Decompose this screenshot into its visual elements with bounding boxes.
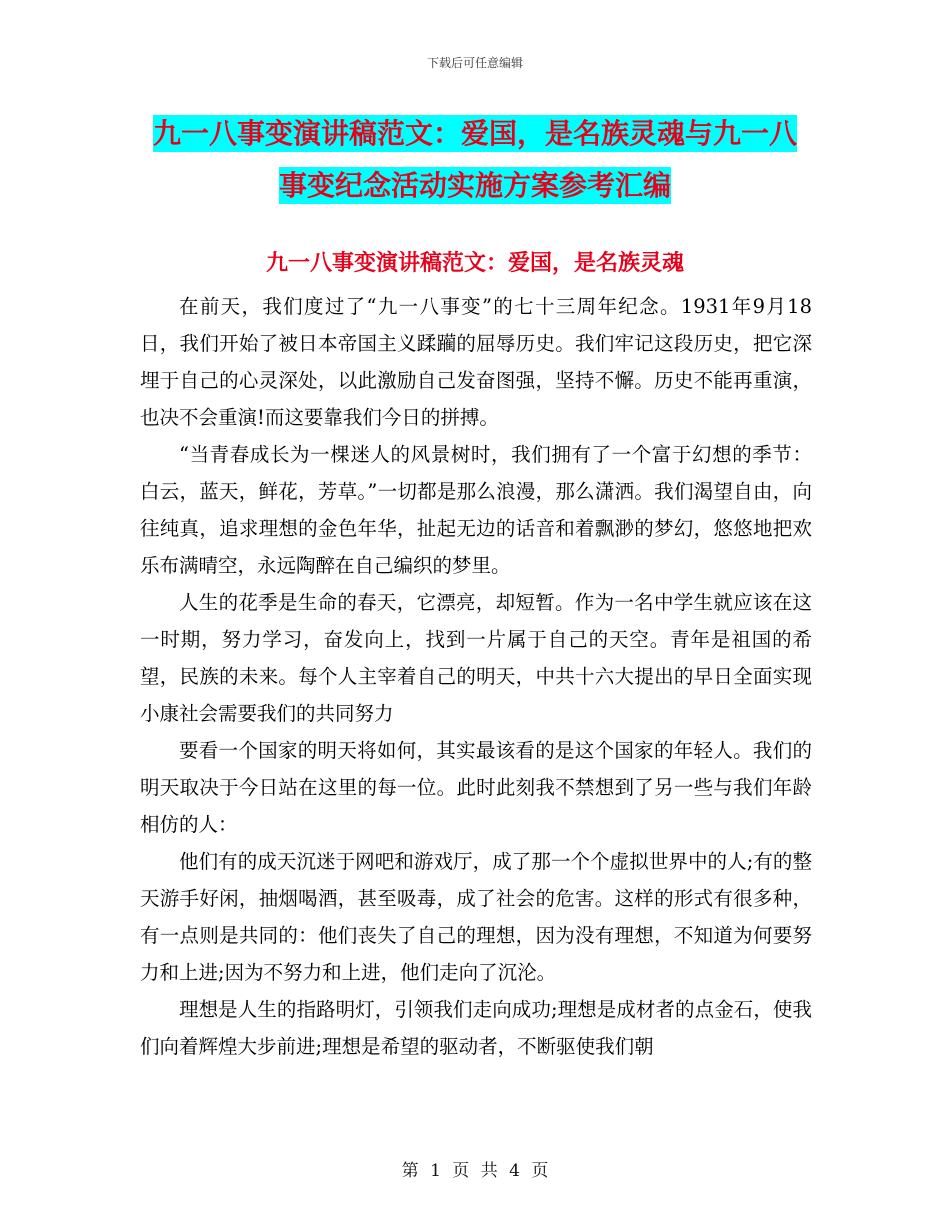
document-title <box>140 108 810 212</box>
document-title-line-2: 事变纪念活动实施方案参考汇编 <box>278 169 671 202</box>
paragraph: 要看一个国家的明天将如何，其实最该看的是这个国家的年轻人。我们的明天取决于今日站在这里的每一位。此时此刻我不禁想到了另一些与我们年龄相仿的人： <box>140 739 812 836</box>
paragraph: 理想是人生的指路明灯，引领我们走向成功;理想是成材者的点金石，使我们向着辉煌大步前进;理想是希望的驱动者，不断驱使我们朝 <box>140 998 812 1058</box>
paragraph: “当青春成长为一棵迷人的风景树时，我们拥有了一个富于幻想的季节：白云，蓝天，鲜花，芳草。”一切都是那么浪漫，那么潇洒。我们渴望自由，向往纯真，追求理想的金色年华，扯起无边的话音和着飘渺的梦幻，悠悠地把欢乐布满晴空，永远陶醉在自己编织的梦里。 <box>140 443 812 577</box>
document-title-line-1: 九一八事变演讲稿范文：爱国，是名族灵魂与九一八 <box>152 117 797 150</box>
page-number: 第 1 页 共 4 页 <box>401 1161 549 1181</box>
section-title: 九一八事变演讲稿范文：爱国，是名族灵魂 <box>265 251 684 276</box>
paragraph: 人生的花季是生命的春天，它漂亮，却短暂。作为一名中学生就应该在这一时期，努力学习，奋发向上，找到一片属于自己的天空。青年是祖国的希望，民族的未来。每个人主宰着自己的明天，中共十六大提出的早日全面实现小康社会需要我们的共同努力 <box>140 591 812 725</box>
paragraph: 他们有的成天沉迷于网吧和游戏厅，成了那一个个虚拟世界中的人;有的整天游手好闲，抽烟喝酒，甚至吸毒，成了社会的危害。这样的形式有很多种，有一点则是共同的：他们丧失了自己的理想，因为没有理想，不知道为何要努力和上进;因为不努力和上进，他们走向了沉沦。 <box>140 850 812 984</box>
paragraph: 在前天，我们度过了“九一八事变”的七十三周年纪念。1931年9月18日，我们开始了被日本帝国主义蹂躏的屈辱历史。我们牢记这段历史，把它深埋于自己的心灵深处，以此激励自己发奋图强，坚持不懈。历史不能再重演，也决不会重演!而这要靠我们今日的拼搏。 <box>140 295 812 429</box>
page-header-note: 下载后可任意编辑 <box>426 56 523 70</box>
document-body <box>140 288 812 1065</box>
